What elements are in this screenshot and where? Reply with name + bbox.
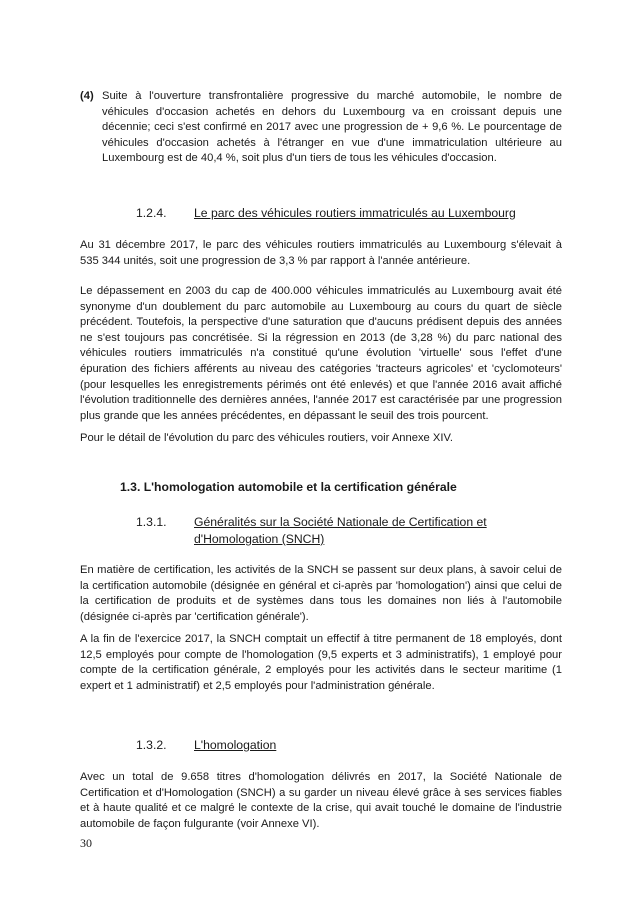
- paragraph-text: Pour le détail de l'évolution du parc des véhicules routiers, voir Annexe XIV.: [80, 432, 453, 444]
- section-heading-1-3: 1.3. L'homologation automobile et la certification générale: [120, 480, 457, 494]
- paragraph: [80, 238, 562, 269]
- section-number: 1.2.4.: [136, 206, 167, 220]
- paragraph-text: En matière de certification, les activités de la SNCH se passent sur deux plans, à savoir celui de la certification automobile (désignée en général et ci-après par 'homologation') ainsi que celui de la certification de produits et de systèmes dans tous les domaines non liés à l'automobile (désignée ci-après par 'certification générale').: [80, 564, 562, 623]
- section-title-line-1: Généralités sur la Société Nationale de Certification et: [194, 515, 487, 529]
- footnote-number: (4): [80, 90, 94, 102]
- paragraph-text: Avec un total de 9.658 titres d'homologation délivrés en 2017, la Société Nationale de Certification et d'Homologation (SNCH) a su garder un niveau élevé grâce à ses services fiables et à haute qualité et ce malgré le contexte de la crise, qui avait touché le domaine de l'industrie automobile de façon fulgurante (voir Annexe VI).: [80, 771, 562, 830]
- paragraph: [80, 431, 562, 447]
- footnote-text: Suite à l'ouverture transfrontalière progressive du marché automobile, le nombre de véhicules d'occasion achetés en dehors du Luxembourg va en croissant depuis une décennie; ceci s'est confirmé en 2017 avec une progression de + 9,6 %. Le pourcentage de véhicules d'occasion achetés à l'étranger en vue d'une immatriculation ultérieure au Luxembourg est de 40,4 %, soit plus d'un tiers de tous les véhicules d'occasion.: [102, 90, 562, 165]
- section-number: 1.3.1.: [136, 515, 167, 529]
- paragraph: [80, 563, 562, 625]
- paragraph-text: Le dépassement en 2003 du cap de 400.000 véhicules immatriculés au Luxembourg avait été synonyme d'un doublement du parc automobile au Luxembourg au cours du quart de siècle précédent. Toutefois, la perspective d'une saturation que d'aucuns prédisent depuis des années ne s'est toujours pas concrétisée. Si la régression en 2013 (de 3,28 %) du parc national des véhicules routiers immatriculés n'a constitué qu'une évolution 'virtuelle' sous l'effet d'une épuration des fichiers afférents au niveau des catégories 'tracteurs agricoles' et 'cyclomoteurs' (pour lesquelles les enregistrements périmés ont été enlevés) et que l'année 2016 avait affiché l'évolution traditionnelle des dernières années, l'année 2017 est caractérisée par une progression plus grande que les années précédentes, en dépassant le seuil des trois pourcent.: [80, 285, 562, 422]
- footnote-block: [80, 89, 562, 167]
- paragraph: [80, 284, 562, 424]
- paragraph: [80, 632, 562, 694]
- section-title: Le parc des véhicules routiers immatriculés au Luxembourg: [194, 206, 516, 220]
- paragraph: [80, 770, 562, 832]
- section-title: L'homologation: [194, 738, 277, 752]
- page-number: 30: [80, 836, 92, 850]
- paragraph-text: Au 31 décembre 2017, le parc des véhicules routiers immatriculés au Luxembourg s'élevait à 535 344 unités, soit une progression de 3,3 % par rapport à l'année antérieure.: [80, 239, 562, 267]
- paragraph-text: A la fin de l'exercice 2017, la SNCH comptait un effectif à titre permanent de 18 employés, dont 12,5 employés pour compte de l'homologation (9,5 experts et 3 administratifs), 1 employé pour compte de la certification générale, 2 employés pour les activités dans le secteur maritime (1 expert et 1 administratif) et 2,5 employés pour l'administration générale.: [80, 633, 562, 692]
- section-title-line-2: d'Homologation (SNCH): [194, 532, 325, 546]
- section-number: 1.3.2.: [136, 738, 167, 752]
